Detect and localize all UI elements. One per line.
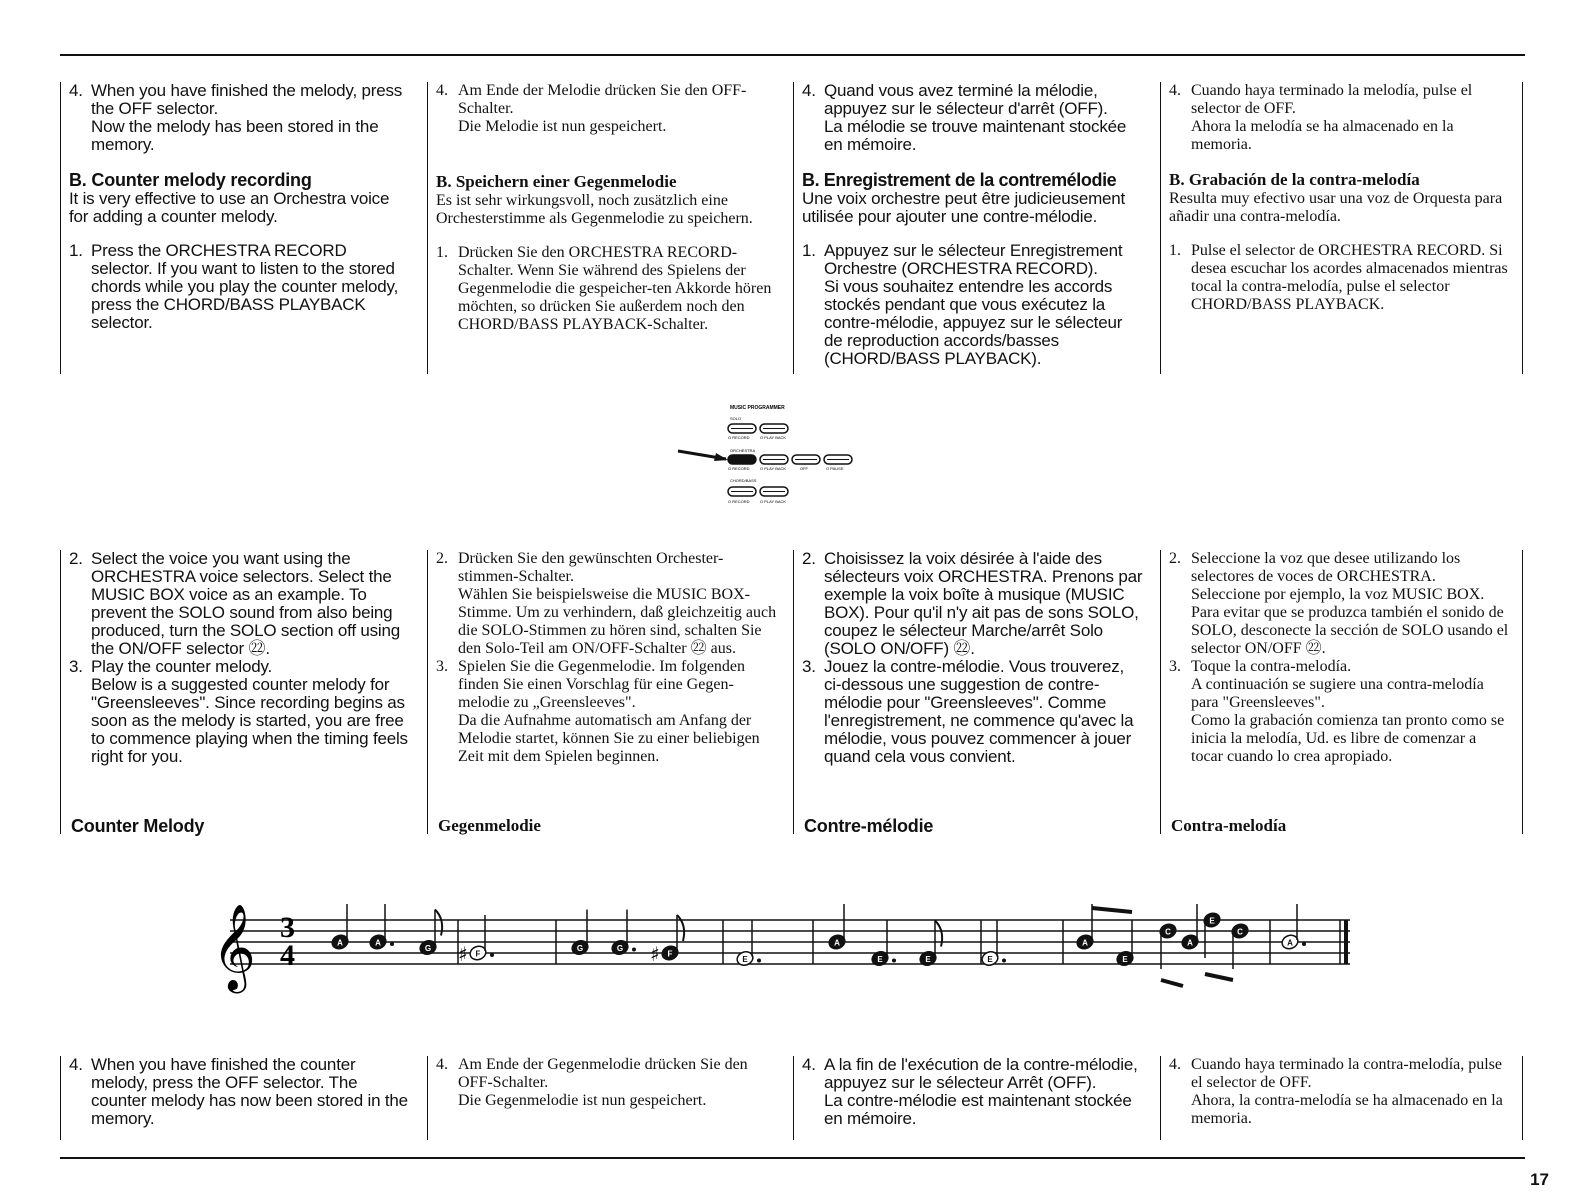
note-dot [390, 942, 394, 946]
orchestra-record-label: O RECORD [728, 466, 750, 471]
step-text: Toque la contra-melodía. [1191, 658, 1352, 675]
step-4 [436, 1056, 779, 1110]
bottom-col-fr [793, 1056, 1145, 1140]
step-text-2: Ahora, la contra-melodía se ha almacenado en la memoria. [1191, 1092, 1503, 1127]
step-text-2: Die Gegenmelodie ist nun gespeichert. [458, 1092, 707, 1109]
pointer-arrow-head [714, 453, 728, 461]
note-dot [757, 959, 761, 963]
step-text: Jouez la contre-mélodie. Vous trouverez, ci-dessous une suggestion de contre-mélodie pour "Greensleeves". Comme l'enregistrement, ne commence qu'avec la mélodie, vous pouvez commencer à jouer quand cela vous convient. [824, 657, 1134, 766]
step-number: 3. [69, 657, 83, 676]
step-4 [1169, 1056, 1512, 1128]
section-intro: Es ist sehr wirkungsvoll, noch zusätzlich eine Orchesterstimme als Gegenmelodie zu speichern. [436, 192, 753, 227]
step-3 [802, 658, 1145, 766]
note-letter: C [1165, 927, 1171, 937]
orchestra-pause-label: O PAUSE [826, 466, 844, 471]
section-heading: B. Counter melody recording [69, 170, 312, 190]
note-letter: A [375, 938, 381, 948]
step-text: Cuando haya terminado la melodía, pulse el selector de OFF. [1191, 82, 1473, 117]
counter-melody-title: Contre-mélodie [804, 816, 934, 836]
step-2 [69, 550, 412, 658]
step-text-2: Now the melody has been stored in the memory. [91, 117, 379, 154]
panel-solo-label: SOLO [730, 416, 742, 421]
note-letter: G [616, 944, 624, 953]
step-number: 1. [69, 241, 83, 260]
step-text-2: Si vous souhaitez entendre les accords stockés pendant que vous exécutez la contre-mélodie, appuyez sur le sélecteur de reproduction accords/basses (CHORD/BASS PLAYBACK). [824, 277, 1123, 368]
step-text-2: Da die Aufnahme automatisch am Anfang der Melodie startet, können Sie zu einer beliebigen Zeit mit dem Spielen beginnen. [458, 712, 760, 765]
step-4 [1169, 82, 1512, 154]
step-text-2: La contre-mélodie est maintenant stockée en mémoire. [824, 1091, 1132, 1128]
middle-col-en [60, 550, 412, 834]
note-beam [1205, 974, 1233, 980]
step-text: Choisissez la voix désirée à l'aide des sélecteurs voix ORCHESTRA. Prenons par exemple la voix boîte à musique (MUSIC BOX). Pour qu'il n'y ait pas de sons SOLO, coupez le sélecteur Marche/arrêt Solo (SOLO ON/OFF) ㉒. [824, 549, 1143, 658]
step-3 [436, 658, 779, 766]
step-text: Spielen Sie die Gegenmelodie. Im folgenden finden Sie einen Vorschlag für eine Gegen-melodie zu „Greensleeves". [458, 658, 746, 711]
note-letter: G [576, 944, 584, 953]
step-2 [436, 550, 779, 658]
bottom-col-es [1160, 1056, 1512, 1140]
counter-melody-title: Gegenmelodie [438, 816, 541, 835]
step-number: 4. [69, 1055, 83, 1074]
section-intro: Resulta muy efectivo usar una voz de Orquesta para añadir una contra-melodía. [1169, 190, 1503, 225]
middle-col-es [1160, 550, 1512, 834]
solo-record-label: O RECORD [728, 435, 750, 440]
step-number: 1. [1169, 242, 1181, 259]
step-4 [802, 1056, 1145, 1128]
step-text: When you have finished the melody, press the OFF selector. [91, 81, 403, 118]
note-letter: E [925, 955, 931, 964]
step-4 [802, 82, 1145, 154]
step-text: Drücken Sie den gewünschten Orchester-stimmen-Schalter. [458, 550, 724, 585]
step-text: Am Ende der Melodie drücken Sie den OFF-Schalter. [458, 82, 747, 117]
note-flag [677, 915, 684, 941]
step-number: 2. [69, 549, 83, 568]
step-text: Select the voice you want using the ORCHESTRA voice selectors. Select the MUSIC BOX voice as an example. To prevent the SOLO sound from also being produced, turn the SOLO section off using the ON/OFF selector ㉒. [91, 549, 401, 658]
note-dot [892, 959, 896, 963]
step-number: 4. [802, 1055, 816, 1074]
middle-col-fr [793, 550, 1145, 834]
top-rule [60, 54, 1525, 56]
note-letter: A [1082, 938, 1088, 948]
solo-playback-label: O PLAY BACK [760, 435, 787, 440]
step-text-2: A continuación se sugiere una contra-melodía para "Greensleeves". [1191, 676, 1484, 711]
step-2 [1169, 550, 1512, 658]
sharp-sign: ♯ [458, 942, 468, 966]
bottom-rule [60, 1157, 1525, 1159]
section-heading: B. Speichern einer Gegenmelodie [436, 172, 677, 191]
panel-orchestra-label: ORCHESTRA [730, 448, 756, 453]
step-text: Quand vous avez terminé la mélodie, appuyez sur le sélecteur d'arrêt (OFF). [824, 81, 1108, 118]
note-letter: A [1187, 938, 1193, 948]
step-number: 1. [802, 241, 816, 260]
step-text: A la fin de l'exécution de la contre-mélodie, appuyez sur le sélecteur Arrêt (OFF). [824, 1055, 1138, 1092]
step-text-2: Ahora la melodía se ha almacenado en la memoria. [1191, 118, 1454, 153]
bottom-col-en [60, 1056, 412, 1140]
top-col-es [1160, 82, 1512, 374]
note-letter: A [337, 938, 343, 948]
section-intro: It is very effective to use an Orchestra voice for adding a counter melody. [69, 189, 390, 226]
step-number: 1. [436, 244, 448, 261]
step-text-2: Seleccione por ejemplo, la voz MUSIC BOX. Para evitar que se produzca también el sonido de SOLO, desconecte la sección de SOLO usando el selector ON/OFF ㉒. [1191, 586, 1509, 657]
orchestra-off-label: OFF [800, 466, 808, 471]
step-text-3: Como la grabación comienza tan pronto como se inicia la melodía, Ud. es libre de comenzar a tocar cuando lo crea apropiado. [1191, 712, 1505, 765]
note-letter: E [742, 955, 748, 964]
step-text: Cuando haya terminado la contra-melodía, pulse el selector de OFF. [1191, 1056, 1503, 1091]
note-letter: E [877, 955, 883, 964]
panel-chordbass-label: CHORD/BASS [730, 478, 757, 483]
step-number: 4. [436, 1056, 448, 1073]
step-text: Press the ORCHESTRA RECORD selector. If you want to listen to the stored chords while you play the counter melody, press the CHORD/BASS PLAYBACK selector. [91, 241, 399, 332]
sharp-sign: ♯ [650, 942, 660, 966]
note-letter: E [1122, 955, 1128, 964]
chordbass-playback-label: O PLAY BACK [760, 499, 787, 504]
middle-col-de [427, 550, 779, 834]
note-dot [632, 948, 636, 952]
counter-melody-score [200, 880, 1370, 1010]
step-text: Am Ende der Gegenmelodie drücken Sie den OFF-Schalter. [458, 1056, 748, 1091]
top-col-fr [793, 82, 1145, 374]
orchestra-record-button[interactable] [728, 455, 756, 464]
step-text: When you have finished the counter melody, press the OFF selector. The counter melody has now been stored in the memory. [91, 1055, 408, 1128]
step-text: Drücken Sie den ORCHESTRA RECORD-Schalter. Wenn Sie während des Spielens der Gegenmelodie die gespeicher-ten Akkorde hören möchten, so drücken Sie außerdem noch den CHORD/BASS PLAYBACK-Schalter. [458, 244, 772, 333]
note-letter: E [1209, 916, 1215, 926]
note-letter: A [1287, 938, 1293, 948]
notes [330, 904, 1306, 986]
step-number: 3. [436, 658, 448, 675]
treble-clef: 𝄞 [212, 904, 256, 990]
step-number: 3. [1169, 658, 1181, 675]
note-beam [1161, 980, 1183, 986]
counter-melody-title: Contra-melodía [1171, 816, 1287, 835]
column-end-bar [1522, 550, 1523, 834]
step-text-2: La mélodie se trouve maintenant stockée en mémoire. [824, 117, 1127, 154]
step-number: 4. [802, 81, 816, 100]
counter-melody-title: Counter Melody [71, 816, 205, 836]
section-intro: Une voix orchestre peut être judicieusement utilisée pour ajouter une contre-mélodie. [802, 189, 1126, 226]
bottom-col-de [427, 1056, 779, 1140]
step-number: 4. [1169, 1056, 1181, 1073]
step-text: Appuyez sur le sélecteur Enregistrement Orchestre (ORCHESTRA RECORD). [824, 241, 1123, 278]
step-number: 2. [436, 550, 448, 567]
step-text-2: Below is a suggested counter melody for "Greensleeves". Since recording begins as soon as the melody is started, you are free to commence playing when the timing feels right for you. [91, 675, 408, 766]
note-letter: G [424, 944, 432, 953]
step-number: 4. [1169, 82, 1181, 99]
music-programmer-panel [670, 398, 870, 510]
note-letter: F [475, 949, 481, 959]
step-number: 3. [802, 657, 816, 676]
step-4 [69, 82, 412, 154]
step-4 [69, 1056, 412, 1128]
section-heading: B. Enregistrement de la contremélodie [802, 170, 1117, 190]
step-text: Play the counter melody. [91, 657, 273, 676]
orchestra-playback-label: O PLAY BACK [760, 466, 787, 471]
column-end-bar [1522, 82, 1523, 374]
step-1 [436, 244, 779, 334]
chordbass-record-label: O RECORD [728, 499, 750, 504]
step-number: 2. [1169, 550, 1181, 567]
step-3 [1169, 658, 1512, 766]
step-number: 2. [802, 549, 816, 568]
note-dot [1302, 942, 1306, 946]
step-number: 4. [69, 81, 83, 100]
step-text-2: Wählen Sie beispielsweise die MUSIC BOX-Stimme. Um zu verhindern, daß gleichzeitig auch die SOLO-Stimmen zu hören sind, schalten Sie den Solo-Teil am ON/OFF-Schalter ㉒ aus. [458, 586, 777, 657]
step-text: Seleccione la voz que desee utilizando los selectores de voces de ORCHESTRA. [1191, 550, 1461, 585]
column-end-bar [1522, 1056, 1523, 1140]
step-2 [802, 550, 1145, 658]
step-1 [69, 242, 412, 332]
note-letter: C [1237, 927, 1243, 937]
top-col-de [427, 82, 779, 374]
note-beam [1092, 908, 1132, 912]
step-4 [436, 82, 779, 136]
note-letter: A [834, 938, 840, 948]
panel-title: MUSIC PROGRAMMER [730, 405, 785, 411]
page-number: 17 [1530, 1170, 1549, 1189]
note-dot [1002, 959, 1006, 963]
step-text-2: Die Melodie ist nun gespeichert. [458, 118, 667, 135]
time-signature-top: 3 [280, 911, 295, 944]
step-1 [1169, 242, 1512, 314]
section-heading: B. Grabación de la contra-melodía [1169, 170, 1420, 189]
note-letter: F [667, 949, 673, 959]
note-letter: E [987, 955, 993, 964]
top-col-en [60, 82, 412, 374]
step-1 [802, 242, 1145, 368]
step-3 [69, 658, 412, 766]
time-signature-bottom: 4 [280, 939, 295, 972]
step-number: 4. [436, 82, 448, 99]
note-dot [490, 953, 494, 957]
step-text: Pulse el selector de ORCHESTRA RECORD. Si desea escuchar los acordes almacenados mientras tocal la contra-melodía, pulse el selector CHORD/BASS PLAYBACK. [1191, 242, 1508, 313]
